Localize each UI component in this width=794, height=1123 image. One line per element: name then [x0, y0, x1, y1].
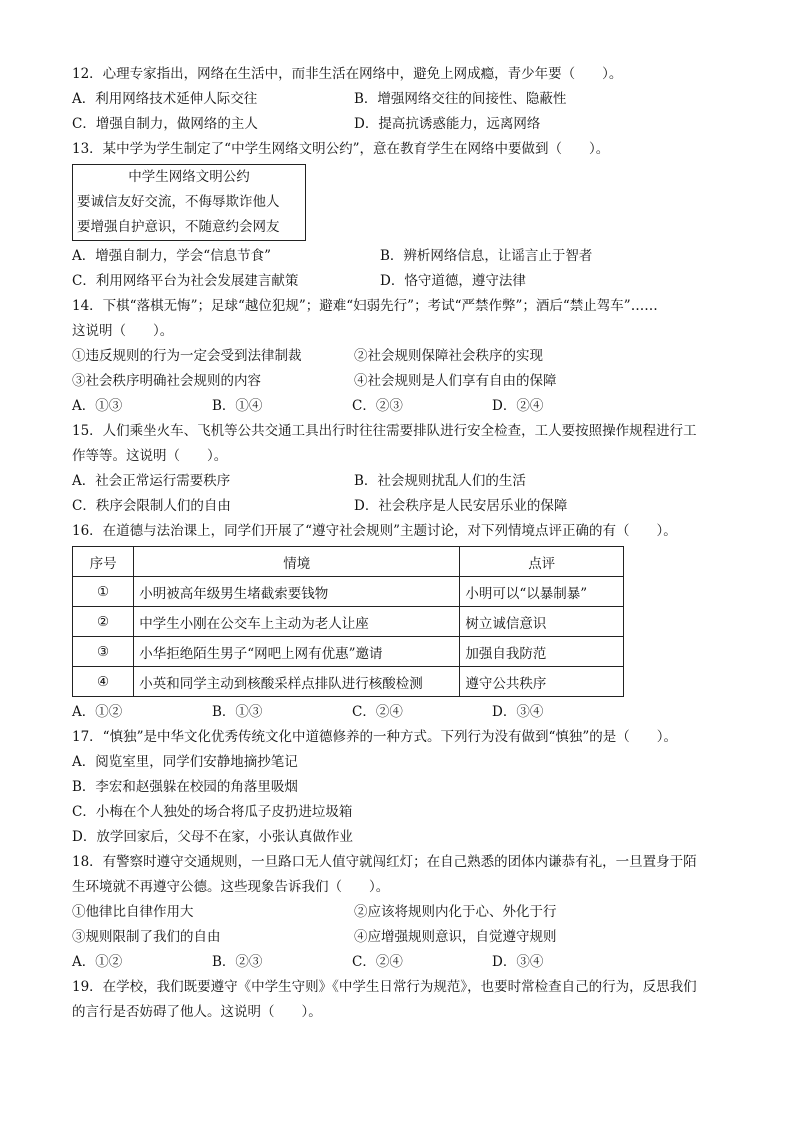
option-c: C．②③ — [352, 398, 403, 414]
convention-box — [72, 164, 306, 241]
table-header: 序号 — [73, 547, 134, 577]
statement-4: ④社会规则是人们享有自由的保障 — [354, 373, 557, 389]
options-row — [72, 112, 732, 137]
table-header: 点评 — [460, 547, 624, 577]
option-d: D．社会秩序是人民安居乐业的保障 — [354, 498, 568, 514]
table-cell: ① — [73, 577, 134, 607]
question-stem: 16．在道德与法治课上，同学们开展了“遵守社会规则”主题讨论，对下列情境点评正确的有（ ）。 — [72, 523, 677, 539]
option-b: B．②③ — [212, 954, 263, 970]
table-cell: ③ — [73, 637, 134, 667]
statements-row — [72, 925, 732, 950]
option-b: B．①③ — [212, 704, 263, 720]
options-row — [72, 87, 732, 112]
table-cell: 小华拒绝陌生男子“网吧上网有优惠”邀请 — [134, 637, 460, 667]
option-a: A．增强自制力，学会“信息节食” — [72, 248, 272, 264]
option-a: A．①② — [72, 954, 123, 970]
option-c: C．②④ — [352, 954, 403, 970]
convention-line: 要增强自护意识，不随意约会网友 — [77, 219, 280, 235]
table-row — [73, 667, 624, 697]
question-19 — [72, 975, 732, 1025]
table-cell: 树立诚信意识 — [460, 607, 624, 637]
question-16 — [72, 519, 732, 725]
options-row — [72, 950, 732, 975]
options-row — [72, 700, 732, 725]
option-d: D．恪守道德，遵守法律 — [380, 273, 526, 289]
question-stem: 14．下棋“落棋无悔”；足球“越位犯规”；避难“妇弱先行”；考试“严禁作弊”；酒后“禁止驾车”…… — [72, 298, 658, 314]
question-stem-cont: 的言行是否妨碍了他人。这说明（ ）。 — [72, 1004, 322, 1020]
convention-title: 中学生网络文明公约 — [128, 169, 250, 185]
question-12 — [72, 62, 732, 137]
options-row — [72, 394, 732, 419]
statements-row — [72, 900, 732, 925]
table-row — [73, 577, 624, 607]
table-cell: ② — [73, 607, 134, 637]
option-b: B．增强网络交往的间接性、隐蔽性 — [354, 91, 567, 107]
question-stem: 15．人们乘坐火车、飞机等公共交通工具出行时往往需要排队进行安全检查，工人要按照操作规程进行工 — [72, 423, 697, 439]
option-a: A．阅览室里，同学们安静地摘抄笔记 — [72, 754, 298, 770]
table-row — [73, 637, 624, 667]
statement-1: ①违反规则的行为一定会受到法律制裁 — [72, 348, 302, 364]
convention-line: 要诚信友好交流，不侮辱欺诈他人 — [77, 194, 280, 210]
option-d: D．③④ — [492, 954, 544, 970]
options-row — [72, 494, 732, 519]
statement-3: ③规则限制了我们的自由 — [72, 929, 221, 945]
table-row — [73, 607, 624, 637]
table-cell: 小英和同学主动到核酸采样点排队进行核酸检测 — [134, 667, 460, 697]
question-stem: 18．有警察时遵守交通规则，一旦路口无人值守就闯红灯；在自己熟悉的团体内谦恭有礼，一旦置身于陌 — [72, 854, 697, 870]
question-stem: 19．在学校，我们既要遵守《中学生守则》《中学生日常行为规范》，也要时常检查自己的行为，反思我们 — [72, 979, 697, 995]
option-a: A．利用网络技术延伸人际交往 — [72, 91, 258, 107]
question-stem: 12．心理专家指出，网络在生活中，而非生活在网络中，避免上网成瘾，青少年要（ ）。 — [72, 66, 623, 82]
table-header-row — [73, 547, 624, 577]
table-header: 情境 — [134, 547, 460, 577]
exam-page — [72, 62, 732, 1025]
table-cell: 遵守公共秩序 — [460, 667, 624, 697]
question-stem-cont: 生环境就不再遵守公德。这些现象告诉我们（ ）。 — [72, 879, 390, 895]
option-a: A．①② — [72, 704, 123, 720]
statement-2: ②社会规则保障社会秩序的实现 — [354, 348, 543, 364]
question-stem-cont: 这说明（ ）。 — [72, 323, 174, 339]
options-row — [72, 244, 732, 269]
table-cell: 小明可以“以暴制暴” — [460, 577, 624, 607]
statement-1: ①他律比自律作用大 — [72, 904, 194, 920]
option-b: B．辨析网络信息，让谣言止于智者 — [380, 248, 593, 264]
statement-4: ④应增强规则意识，自觉遵守规则 — [354, 929, 557, 945]
option-c: C．利用网络平台为社会发展建言献策 — [72, 273, 299, 289]
table-cell: 加强自我防范 — [460, 637, 624, 667]
option-d: D．③④ — [492, 704, 544, 720]
question-stem: 13．某中学为学生制定了“中学生网络文明公约”，意在教育学生在网络中要做到（ ）。 — [72, 141, 610, 157]
options-row — [72, 269, 732, 294]
option-d: D．②④ — [492, 398, 544, 414]
table-cell: 中学生小刚在公交车上主动为老人让座 — [134, 607, 460, 637]
table-cell: ④ — [73, 667, 134, 697]
question-18 — [72, 850, 732, 975]
question-17 — [72, 725, 732, 850]
option-d: D．放学回家后，父母不在家，小张认真做作业 — [72, 829, 353, 845]
option-c: C．②④ — [352, 704, 403, 720]
question-13 — [72, 137, 732, 294]
statements-row — [72, 344, 732, 369]
option-c: C．增强自制力，做网络的主人 — [72, 116, 258, 132]
option-d: D．提高抗诱惑能力，远离网络 — [354, 116, 541, 132]
question-14 — [72, 294, 732, 419]
statement-3: ③社会秩序明确社会规则的内容 — [72, 373, 261, 389]
statement-2: ②应该将规则内化于心、外化于行 — [354, 904, 557, 920]
scenario-table — [72, 546, 624, 697]
option-b: B．社会规则扰乱人们的生活 — [354, 473, 526, 489]
option-c: C．小梅在个人独处的场合将瓜子皮扔进垃圾箱 — [72, 804, 353, 820]
option-a: A．①③ — [72, 398, 123, 414]
question-15 — [72, 419, 732, 519]
option-c: C．秩序会限制人们的自由 — [72, 498, 231, 514]
question-stem-cont: 作等等。这说明（ ）。 — [72, 448, 228, 464]
option-b: B．李宏和赵强躲在校园的角落里吸烟 — [72, 779, 298, 795]
statements-row — [72, 369, 732, 394]
option-b: B．①④ — [212, 398, 263, 414]
option-a: A．社会正常运行需要秩序 — [72, 473, 231, 489]
options-row — [72, 469, 732, 494]
table-cell: 小明被高年级男生堵截索要钱物 — [134, 577, 460, 607]
question-stem: 17．“慎独”是中华文化优秀传统文化中道德修养的一种方式。下列行为没有做到“慎独”的是（ ）。 — [72, 729, 678, 745]
